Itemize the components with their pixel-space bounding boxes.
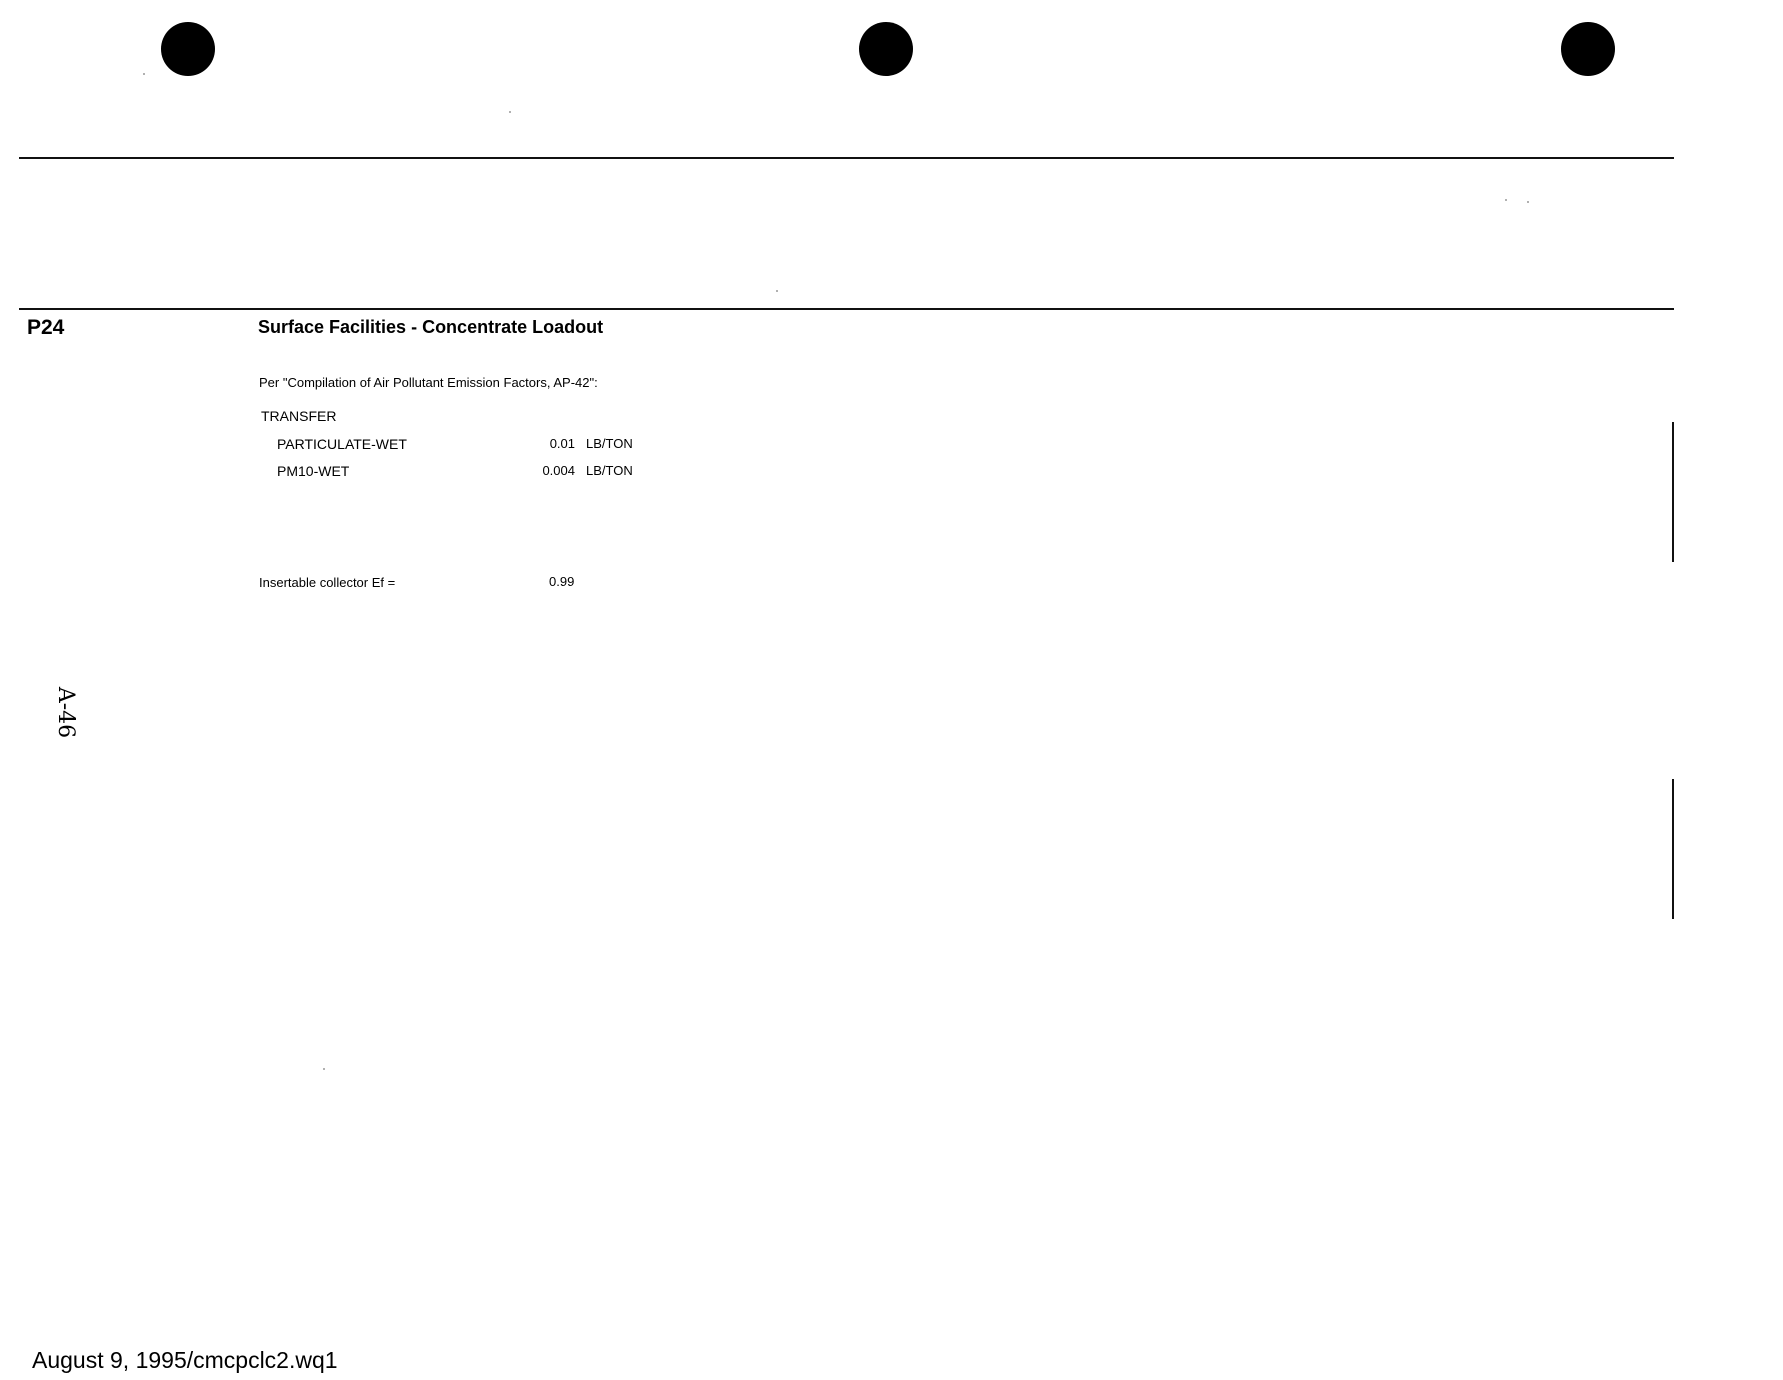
factor-label: PARTICULATE-WET xyxy=(277,436,407,452)
footer-date-file: August 9, 1995/cmcpclc2.wq1 xyxy=(32,1347,338,1373)
collector-efficiency-value: 0.99 xyxy=(549,574,575,589)
section-heading: TRANSFER xyxy=(261,408,337,424)
page-title: Surface Facilities - Concentrate Loadout xyxy=(258,317,604,337)
punch-hole-left xyxy=(161,22,215,76)
scan-speck xyxy=(1505,199,1507,201)
page-number: A-46 xyxy=(53,686,79,739)
factor-label: PM10-WET xyxy=(277,463,350,479)
factor-value: 0.004 xyxy=(542,463,575,478)
margin-bar-upper xyxy=(1672,422,1674,562)
scan-speck xyxy=(143,73,145,75)
margin-bar-lower xyxy=(1672,779,1674,919)
scan-speck xyxy=(509,111,511,113)
collector-efficiency-label: Insertable collector Ef = xyxy=(259,575,396,590)
header-rule xyxy=(19,308,1674,310)
source-reference: Per "Compilation of Air Pollutant Emission Factors, AP-42": xyxy=(259,375,598,390)
section-code: P24 xyxy=(27,316,65,339)
factor-unit: LB/TON xyxy=(586,463,633,478)
scan-speck xyxy=(323,1068,325,1070)
scan-speck xyxy=(776,290,778,292)
punch-hole-right xyxy=(1561,22,1615,76)
punch-hole-center xyxy=(859,22,913,76)
top-rule xyxy=(19,157,1674,159)
factor-value: 0.01 xyxy=(549,436,575,451)
factor-unit: LB/TON xyxy=(586,436,633,451)
scan-speck xyxy=(1527,201,1529,203)
